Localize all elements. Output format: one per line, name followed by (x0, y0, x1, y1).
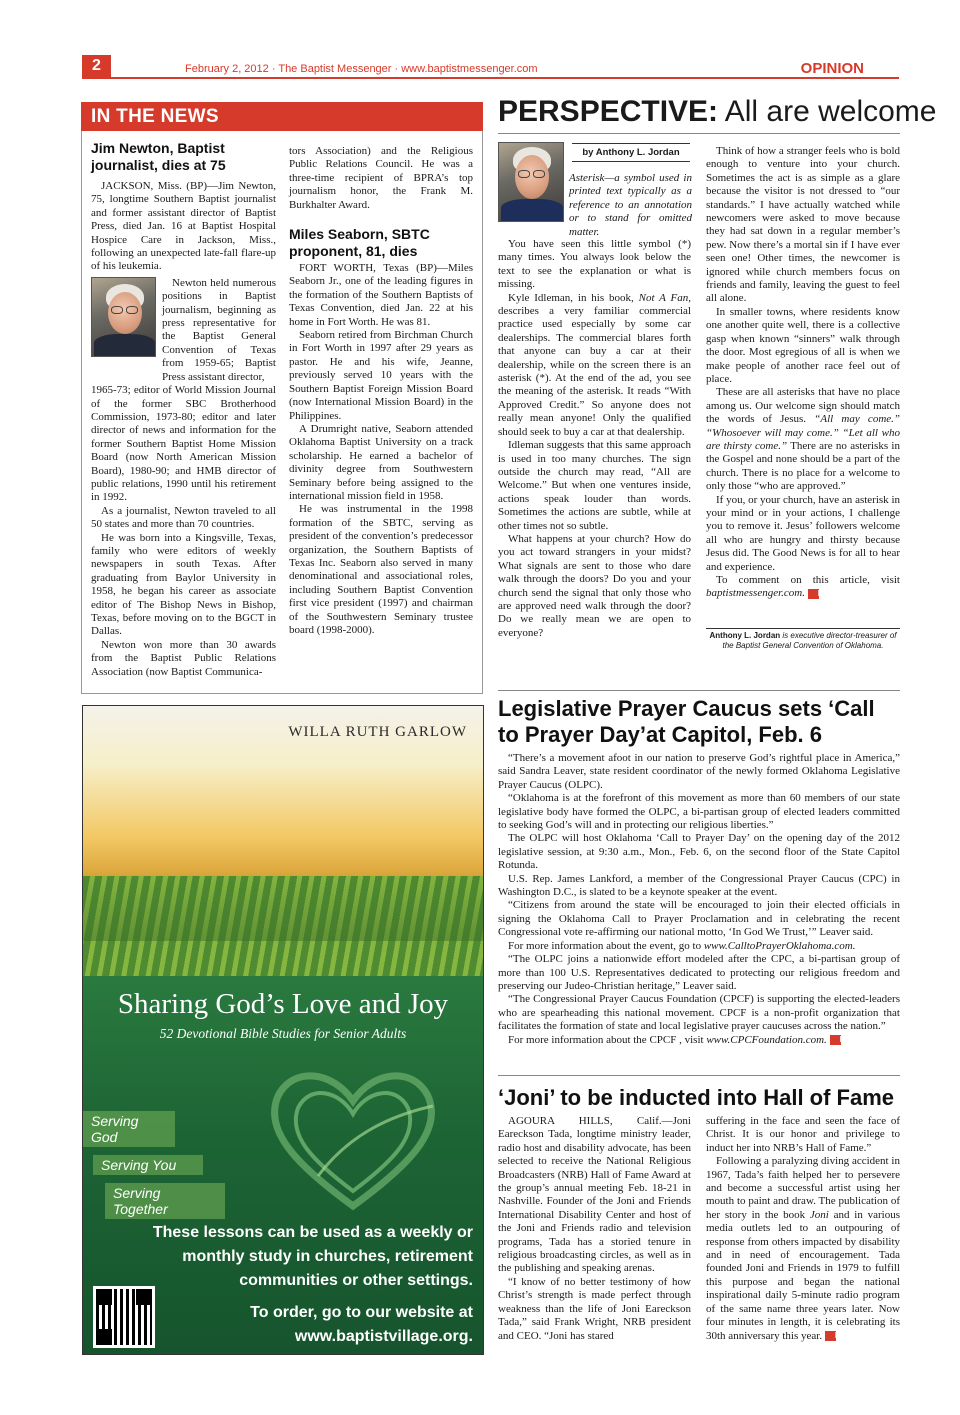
paragraph: AGOURA HILLS, Calif.—Joni Eareckson Tada, longtime ministry leader, radio host and disability advocate, has been selected to receive the National Religious Broadcasters (NRB) Hall of Fame Award at the group’s annual meeting Feb. 18-21 in Nashville. Founder of the Joni and Friends International Disability Center and host of the Joni and Friends radio and television programs, Tada has a storied tenure in religious broadcasting circles, as well as in the publishing and speaking arenas. (498, 1115, 691, 1275)
paragraph: Newton held numerous positions in Baptist journalism, beginning as press representative for the Baptist General Convention of Texas from 1959-65; Baptist Press assistant director, (162, 276, 276, 383)
cpcf-link[interactable]: www.CPCFoundation.com. (706, 1033, 827, 1046)
prayer-link[interactable]: www.CalltoPrayerOklahoma.com. (703, 939, 856, 952)
newton-body-wrap (156, 277, 276, 384)
end-mark-icon: M (825, 1331, 836, 1341)
paragraph: JACKSON, Miss. (BP)—Jim Newton, 75, longtime Southern Baptist journalist and former assistant director of Baptist Press, died Jan. 16 at Baptist Hospital Hospice Care in Jackson, Miss., following an unexpected late-fall flare-up of his leukemia. (91, 180, 276, 273)
paragraph: In smaller towns, where residents know one another quite well, there is a collective gasp when known “sinners” walk through the door. Most egregious of all is when we make people of another race feel out of place. (706, 305, 900, 385)
paragraph: “Oklahoma is at the forefront of this movement as more than 60 members of our state legislative body have formed the OLPC, a bi-partisan group of elected leaders committed to seeking God’s will and in protecting our religious liberties.” (498, 792, 900, 832)
comment-link[interactable]: baptistmessenger.com. (706, 587, 805, 600)
joni-col2 (706, 1115, 900, 1343)
masthead-info: February 2, 2012 · The Baptist Messenger · www.baptistmessenger.com (185, 63, 538, 75)
paragraph: Think of how a stranger feels who is bold enough to venture into your church. Sometimes the act is as simple as a glare because the visitor is not dressed to “our standards.” I have actually watched while newcomers were asked to move because they had sat down in a regular member’s pew. Now there’s a mortal sin if I have ever seen one! Other times, the newcomer is ignored while church members focus on friends and family, leaving the guest to feel all alone. (706, 145, 900, 305)
newton-body (91, 180, 276, 274)
paragraph: Seaborn retired from Birchman Church in Fort Worth in 1997 after 29 years as pastor. He and his wife, Jeanne, previously served 10 years with the Southern Baptist Foreign Mission Board (now International Mission Board) in the Philippines. (289, 329, 473, 422)
paragraph: “I know of no better testimony of how Christ’s strength is made perfect through weakness than the life of Joni Eareckson Tada,” said Frank Wright, NRB president and CEO. “Joni has stared (498, 1275, 691, 1342)
paragraph: “The OLPC joins a nationwide effort modeled after the CPC, a bi-partisan group of more than 100 U.S. Representatives dedicated to protecting our religious freedom and preserving our Judeo-Christian heritage,” Leaver said. (498, 953, 900, 992)
in-the-news-banner: IN THE NEWS (81, 102, 483, 131)
ad-order-info[interactable]: To order, go to our website at www.baptistvillage.org. (250, 1304, 473, 1345)
paragraph: U.S. Rep. James Lankford, a member of the Congressional Prayer Caucus (CPC) in Washington D.C., is slated to be a keynote speaker at the event. (498, 872, 900, 899)
paragraph: For more information about the event, go to www.CalltoPrayerOklahoma.com. (508, 939, 856, 952)
paragraph: Newton won more than 30 awards from the Baptist Public Relations Association (now Baptist Communica- (91, 638, 276, 678)
perspective-rule (498, 133, 900, 134)
paragraph: tors Association) and the Religious Public Relations Council. He was a three-time recipient of BPRA’s top journalism honor, the Frank M. Burkhalter Award. (289, 145, 473, 211)
advertisement[interactable] (82, 705, 484, 1355)
ad-subtitle: 52 Devotional Bible Studies for Senior Adults (159, 1026, 407, 1041)
author-bio: Anthony L. Jordan is executive director-treasurer of the Baptist General Convention of Oklahoma. (706, 628, 900, 651)
perspective-col2 (706, 145, 900, 601)
paragraph: “There’s a movement afoot in our nation to preserve God’s rightful place in America,” said Sandra Leaver, state resident coordinator of the newly formed Oklahoma Legislative Prayer Caucus (OLPC). (498, 752, 900, 791)
paragraph: A Drumright native, Seaborn attended Oklahoma Baptist University on a track scholarship. He earned a bachelor of divinity degree from Southwestern Seminary before being assigned to the international mission field in 1958. (289, 422, 473, 502)
paragraph: Idleman suggests that this same approach is used in too many churches. The sign outside the church may read, “All are Welcome.” But when one ventures inside, actions speak louder than words. Sometimes the actions are subtle, while at other times not so subtle. (498, 439, 691, 532)
paragraph: He was born into a Kingsville, Texas, family who were editors of weekly newspapers in south Texas. After graduating from Baylor University in 1958, he began his career as associate editor of The Bishop News in Bishop, Texas, before moving on to the BGCT in Dallas. (91, 531, 276, 638)
paragraph: He was instrumental in the 1998 formation of the SBTC, serving as president of the convention’s predecessor organization, the Southern Baptists of Texas Inc. Seaborn also served in many denominational and associational roles, including Southern Baptist Convention first vice president (1997) and chairman of the Southwestern Seminary trustee board (1998-2000). (289, 503, 473, 636)
paragraph: 1965-73; editor of World Mission Journal of the former SBC Brotherhood Commission, 1973-80; editor and later director of news and information for the former Southern Baptist Home Mission Board (now North American Mission Board), 1980-90; and HMB director of public relations, 1990 until his retirement in 1992. (91, 384, 276, 504)
jordan-photo (498, 142, 564, 222)
paragraph: Following a paralyzing diving accident in 1967, Tada’s faith helped her to persevere and become a successful artist using her mouth to paint and draw. The publication of her story in the book Joni and in various media outlets led to an outpouring of response from others impacted by disability and in need of encouragement. Tada founded Joni and Friends in 1979 to fulfill this purpose and began the national inspirational daily 5-minute radio program of the same name three years later. Now four minutes in length, it is celebrating its 30th anniversary this year. M (706, 1155, 901, 1342)
joni-col1 (498, 1115, 691, 1343)
paragraph: suffering in the face and seen the face of Christ. It is our honor and privilege to induct her into NRB’s Hall of Fame.” (706, 1115, 900, 1154)
ad-tag: Serving Together (105, 1183, 225, 1219)
end-mark-icon: M (830, 1035, 841, 1045)
seaborn-headline: Miles Seaborn, SBTC proponent, 81, dies (289, 226, 430, 260)
paragraph: As a journalist, Newton traveled to all 50 states and more than 70 countries. (91, 504, 276, 531)
end-mark-icon: M (808, 589, 819, 599)
section-label: OPINION (800, 60, 864, 77)
ad-author: WILLA RUTH GARLOW (288, 724, 467, 740)
byline: by Anthony L. Jordan (572, 143, 690, 162)
page-number: 2 (82, 55, 111, 77)
newton-story-cont (289, 145, 473, 637)
paragraph: If you, or your church, have an asterisk in your mind or in your actions, I challenge you to remove it. Jesus’ followers welcome all who are hungry and thirsty because Jesus did. The Good News is for all to hear and experience. (706, 493, 900, 573)
pullquote: Asterisk—a symbol used in printed text typically as a reference to an annotation or to stand for omitted matter. (569, 172, 692, 238)
newton-photo (91, 277, 156, 357)
perspective-col1 (498, 238, 691, 640)
ad-tags (83, 1111, 225, 1219)
newton-body-cont (91, 384, 276, 679)
joni-headline: ‘Joni’ to be inducted into Hall of Fame (498, 1085, 895, 1110)
newton-headline: Jim Newton, Baptist journalist, dies at 75 (91, 140, 226, 173)
paragraph: To comment on this article, visit baptistmessenger.com. M (706, 574, 900, 600)
prayer-caucus-body (498, 752, 900, 1047)
paragraph: Kyle Idleman, in his book, Not A Fan, describes a very familiar commercial practice used especially by some car dealerships. The commercial blares forth that anyone can buy a car at their dealership, while on the screen there is an asterisk (*). At the end of the ad, you see the meaning of the asterisk. It reads “With Approved Credit.” So anyone does not really mean anyone! Only the qualified should seek to buy a car at that dealership. (498, 291, 692, 438)
heart-icon (258, 1056, 448, 1216)
qr-code-icon[interactable] (93, 1286, 155, 1348)
ad-tag: Serving God (83, 1111, 175, 1147)
paragraph: These are all asterisks that have no place among us. Our welcome sign should match the words of Jesus. “All may come.” “Whosoever will may come.” “Let all who are thirsty come.” There are no asterisks in the Gospel and none should be a part of the church. There is no place for a welcome to only those “who are approved.” (706, 386, 901, 493)
newton-story (91, 140, 276, 679)
paragraph: “The Congressional Prayer Caucus Foundation (CPCF) is supporting the elected-leaders who are spearheading this national movement. CPCF is a non-profit organization that facilitates the formation of state and local legislative prayer caucuses across the nation.” (498, 993, 900, 1033)
paragraph: FORT WORTH, Texas (BP)—Miles Seaborn Jr., one of the leading figures in the formation of the Southern Baptists of Texas Convention, died Jan. 22 at his home in Fort Worth. He was 81. (289, 262, 473, 328)
paragraph: You have seen this little symbol (*) many times. You always look below the text to see the explanation or what is missing. (498, 238, 691, 291)
perspective-title: PERSPECTIVE: All are welcome (498, 95, 937, 128)
paragraph: What happens at your church? How do you act toward strangers in your midst? What signals are sent to those who dare walk through the doors? Do you and your church send the signal that only those who are approved need walk through the door? Do we really mean we are open to everyone? (498, 532, 691, 639)
prayer-caucus-headline: Legislative Prayer Caucus sets ‘Call to Prayer Day’at Capitol, Feb. 6 (498, 696, 875, 747)
ad-copy: These lessons can be used as a weekly or monthly study in churches, retirement communities or other settings. (152, 1224, 473, 1289)
paragraph: The OLPC will host Oklahoma ‘Call to Prayer Day’ on the opening day of the 2012 legislative session, at 9:30 a.m., Mon., Feb. 6, on the second floor of the State Capitol Rotunda. (498, 832, 900, 872)
paragraph: For more information about the CPCF , visit www.CPCFoundation.com. M (508, 1033, 847, 1046)
seaborn-body (289, 262, 473, 637)
header-rule (82, 77, 899, 79)
paragraph: “Citizens from around the state will be encouraged to join their elected officials in signing the Oklahoma Call to Prayer Proclamation and in celebrating the recent Congressional vote re-affirming our national motto, ‘In God We Trust,’” Leaver said. (498, 899, 900, 939)
ad-title: Sharing God’s Love and Joy (117, 988, 449, 1020)
newton-photo-row (91, 277, 276, 384)
ad-tag: Serving You (93, 1155, 203, 1175)
